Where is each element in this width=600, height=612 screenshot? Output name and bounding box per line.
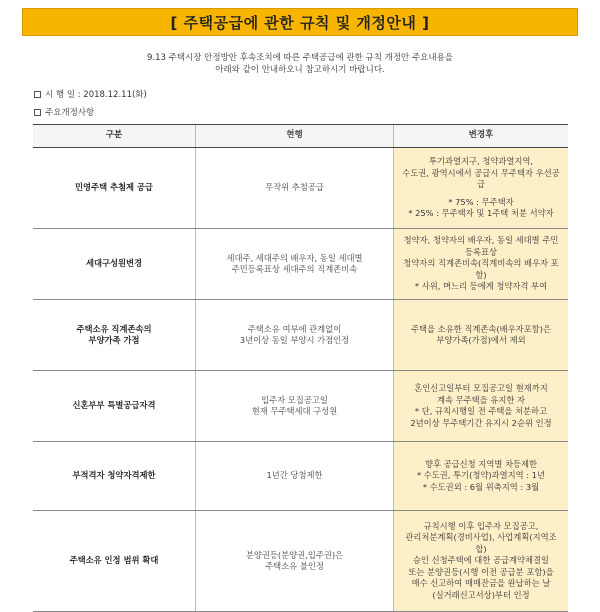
table-row — [33, 148, 568, 229]
revision-table — [33, 124, 568, 612]
cell-line: 주택소유 불인정 — [265, 561, 324, 571]
cell-line: 무작위 추첨공급 — [265, 182, 324, 193]
after-cell — [394, 148, 568, 228]
cell-line: 주택소유 여부에 관계없이 — [247, 323, 342, 334]
current-cell — [196, 229, 394, 299]
cell-line: 계속 무주택을 유지한 자 — [436, 394, 526, 405]
category-cell — [33, 511, 196, 611]
cell-line: 주민등록표상 세대주의 직계존비속 — [231, 264, 358, 274]
cell-line: 현재 무주택세대 구성원 — [251, 406, 338, 416]
cell-line: * 수도권, 투기(청약)과열지역 : 1년 — [416, 470, 546, 481]
category-cell — [33, 371, 196, 441]
checkbox-square-icon — [34, 91, 41, 98]
intro-text — [0, 52, 600, 76]
cell-line: 혼인신고일부터 모집공고일 현재까지 — [414, 383, 548, 393]
after-cell — [394, 371, 568, 441]
intro-line-2: 아래와 같이 안내하오니 참고하시기 바랍니다. — [215, 65, 385, 75]
cell-line: * 75% : 무주택자 — [448, 196, 514, 207]
cell-line: 입주자 모집공고일 — [261, 394, 328, 405]
cell-line: 청약자의 직계존비속(직계비속의 배우자 포함) — [403, 258, 559, 280]
current-cell — [196, 148, 394, 228]
category-cell — [33, 148, 196, 228]
category-cell — [33, 229, 196, 299]
cell-line: * 수도권외 : 6월 위축지역 : 3월 — [422, 481, 540, 492]
cell-line: 관리처분계획(경비사업), 사업계획(지역조합) — [405, 532, 557, 554]
cell-line: 2년이상 무주택기간 유지시 2순위 인정 — [410, 417, 552, 428]
cell-line: 신혼부부 특별공급자격 — [72, 400, 156, 411]
cell-line: 1년간 당첨제한 — [266, 470, 323, 481]
cell-line: 민영주택 추첨제 공급 — [75, 182, 153, 193]
cell-line: * 사위, 며느리 등에게 청약자격 부여 — [414, 281, 548, 292]
cell-line: 부적격자 청약자격제한 — [72, 470, 156, 481]
section-heading — [34, 106, 94, 118]
cell-line: 투기과열지구, 청약과열지역, — [428, 156, 534, 167]
header-category: 구분 — [33, 125, 196, 147]
page-title: [ 주택공급에 관한 규칙 및 개정안내 ] — [22, 8, 578, 36]
current-cell — [196, 300, 394, 370]
cell-line: 분양권등(분양권,입주권)은 — [245, 549, 344, 560]
after-cell — [394, 511, 568, 611]
cell-line: 수도권, 광역시에서 공급시 무주택자 우선공급 — [402, 167, 560, 190]
checkbox-square-icon — [34, 109, 41, 116]
after-cell — [394, 229, 568, 299]
table-row — [33, 300, 568, 371]
intro-line-1: 9.13 주택시장 안정방안 후속조치에 따른 주택공급에 관한 규칙 개정안 주요내용을 — [147, 53, 453, 63]
cell-line: 향후 공급신청 지역별 차등제한 — [424, 458, 538, 469]
cell-line: 부양가족 가점 — [88, 335, 140, 345]
table-row — [33, 511, 568, 612]
cell-line: 주택을 소유한 직계존속(배우자포함)은 — [411, 323, 551, 334]
cell-line: 승인 신청주택에 대한 공급계약체결일 — [412, 555, 550, 566]
category-cell — [33, 442, 196, 510]
cell-line: 3년이상 동일 부양시 가점인정 — [239, 335, 350, 345]
cell-line: 세대주, 세대주의 배우자, 동일 세대별 — [226, 252, 363, 263]
cell-line: 매수 신고하여 매매잔금을 완납하는 날 — [411, 578, 551, 589]
table-row — [33, 442, 568, 511]
cell-line: 주택소유 직계존속의 — [76, 323, 152, 334]
effective-date-text: 시 행 일 : 2018.12.11(화) — [45, 90, 147, 100]
table-row — [33, 229, 568, 300]
cell-line: 부양가족(가점)에서 제외 — [436, 335, 526, 345]
section-label: 주요개정사항 — [45, 108, 95, 118]
cell-line: 규칙시행 이후 입주자 모집공고, — [423, 520, 539, 531]
cell-line: (실거래신고서상)부터 인정 — [432, 589, 530, 600]
table-header-row — [33, 125, 568, 148]
table-row — [33, 371, 568, 442]
current-cell — [196, 371, 394, 441]
header-current: 현행 — [196, 125, 394, 147]
after-cell — [394, 300, 568, 370]
cell-line: * 25% : 무주택자 및 1주택 처분 서약자 — [408, 208, 554, 219]
current-cell — [196, 442, 394, 510]
category-cell — [33, 300, 196, 370]
effective-date — [34, 88, 147, 100]
current-cell — [196, 511, 394, 611]
cell-line: 세대구성원변경 — [85, 258, 143, 269]
after-cell — [394, 442, 568, 510]
header-after: 변경후 — [394, 125, 568, 147]
cell-line: * 단, 규칙시행일 전 주택을 처분하고 — [414, 406, 548, 416]
cell-line: 주택소유 인정 범위 확대 — [69, 555, 159, 566]
cell-line: 청약자, 청약자의 배우자, 동일 세대별 주민등록표상 — [403, 235, 559, 257]
cell-line: 또는 분양권등(시행 이전 공급분 포함)을 — [408, 566, 554, 577]
